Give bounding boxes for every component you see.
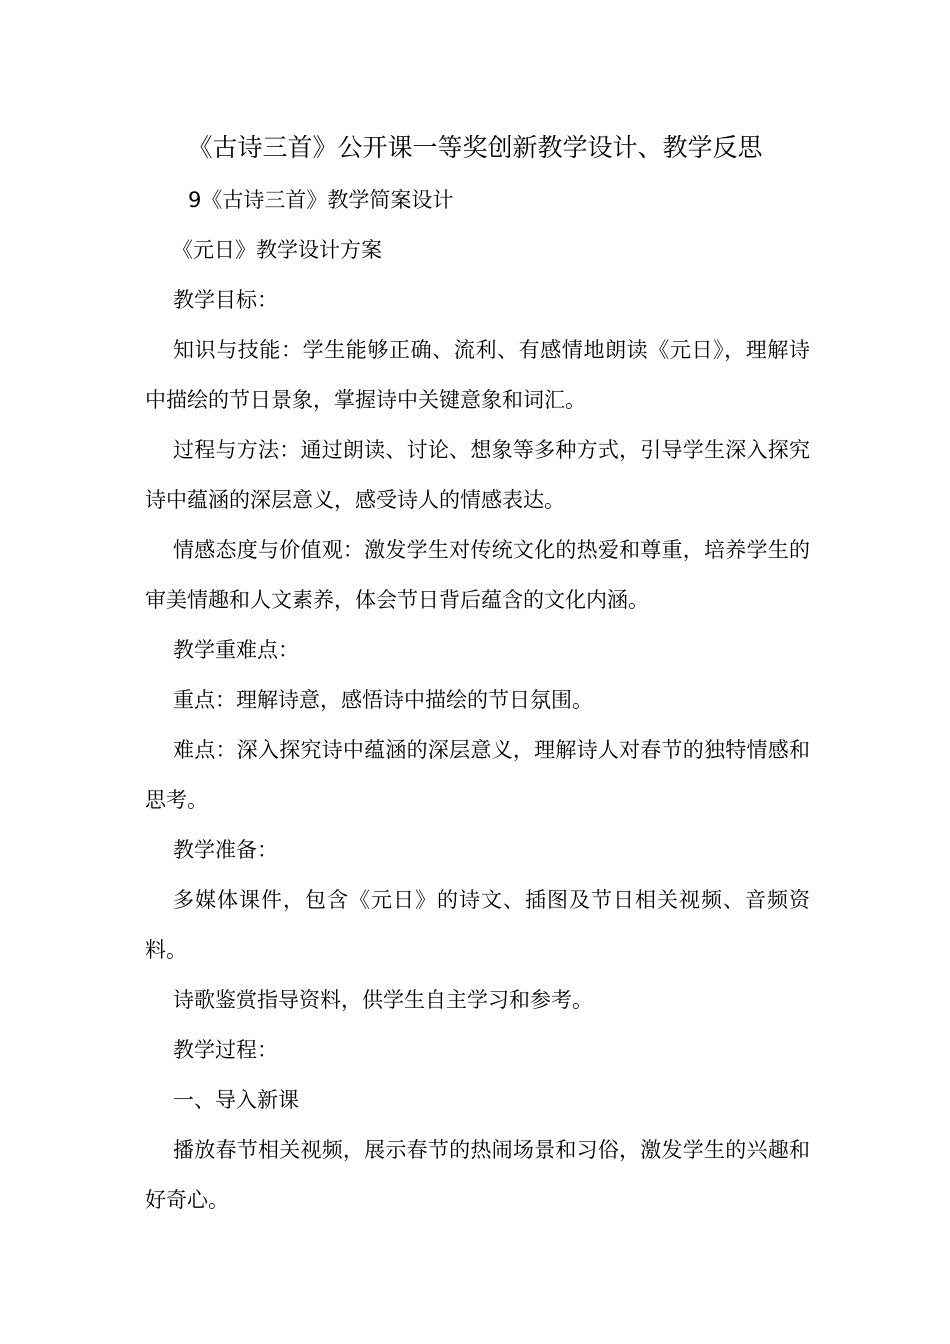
paragraph-teaching-goals-heading: 教学目标： <box>173 288 278 312</box>
paragraph-preparation-heading: 教学准备： <box>173 838 278 862</box>
paragraph-key-difficult-heading: 教学重难点： <box>173 638 299 662</box>
paragraph-key-point: 重点：理解诗意，感悟诗中描绘的节日氛围。 <box>173 688 593 712</box>
paragraph-emotion-values: 情感态度与价值观：激发学生对传统文化的热爱和尊重，培养学生的审美情趣和人文素养，体会节日背后蕴含的文化内涵。 <box>145 538 810 612</box>
paragraph-multimedia: 多媒体课件，包含《元日》的诗文、插图及节日相关视频、音频资料。 <box>145 888 810 962</box>
paragraph-process-heading: 教学过程： <box>173 1038 278 1062</box>
paragraph-play-video: 播放春节相关视频，展示春节的热闹场景和习俗，激发学生的兴趣和好奇心。 <box>145 1138 810 1212</box>
document-title: 《古诗三首》公开课一等奖创新教学设计、教学反思 <box>187 133 763 162</box>
paragraph-intro-heading: 一、导入新课 <box>173 1088 299 1112</box>
paragraph-difficult-point: 难点：深入探究诗中蕴涵的深层意义，理解诗人对春节的独特情感和思考。 <box>145 738 810 812</box>
document-subtitle: 9《古诗三首》教学简案设计 <box>188 188 454 212</box>
paragraph-process-method: 过程与方法：通过朗读、讨论、想象等多种方式，引导学生深入探究诗中蕴涵的深层意义，感受诗人的情感表达。 <box>145 438 810 512</box>
section-title: 《元日》教学设计方案 <box>172 238 382 262</box>
paragraph-guide-materials: 诗歌鉴赏指导资料，供学生自主学习和参考。 <box>173 988 593 1012</box>
paragraph-knowledge-skills: 知识与技能：学生能够正确、流利、有感情地朗读《元日》，理解诗中描绘的节日景象，掌握诗中关键意象和词汇。 <box>145 338 810 412</box>
